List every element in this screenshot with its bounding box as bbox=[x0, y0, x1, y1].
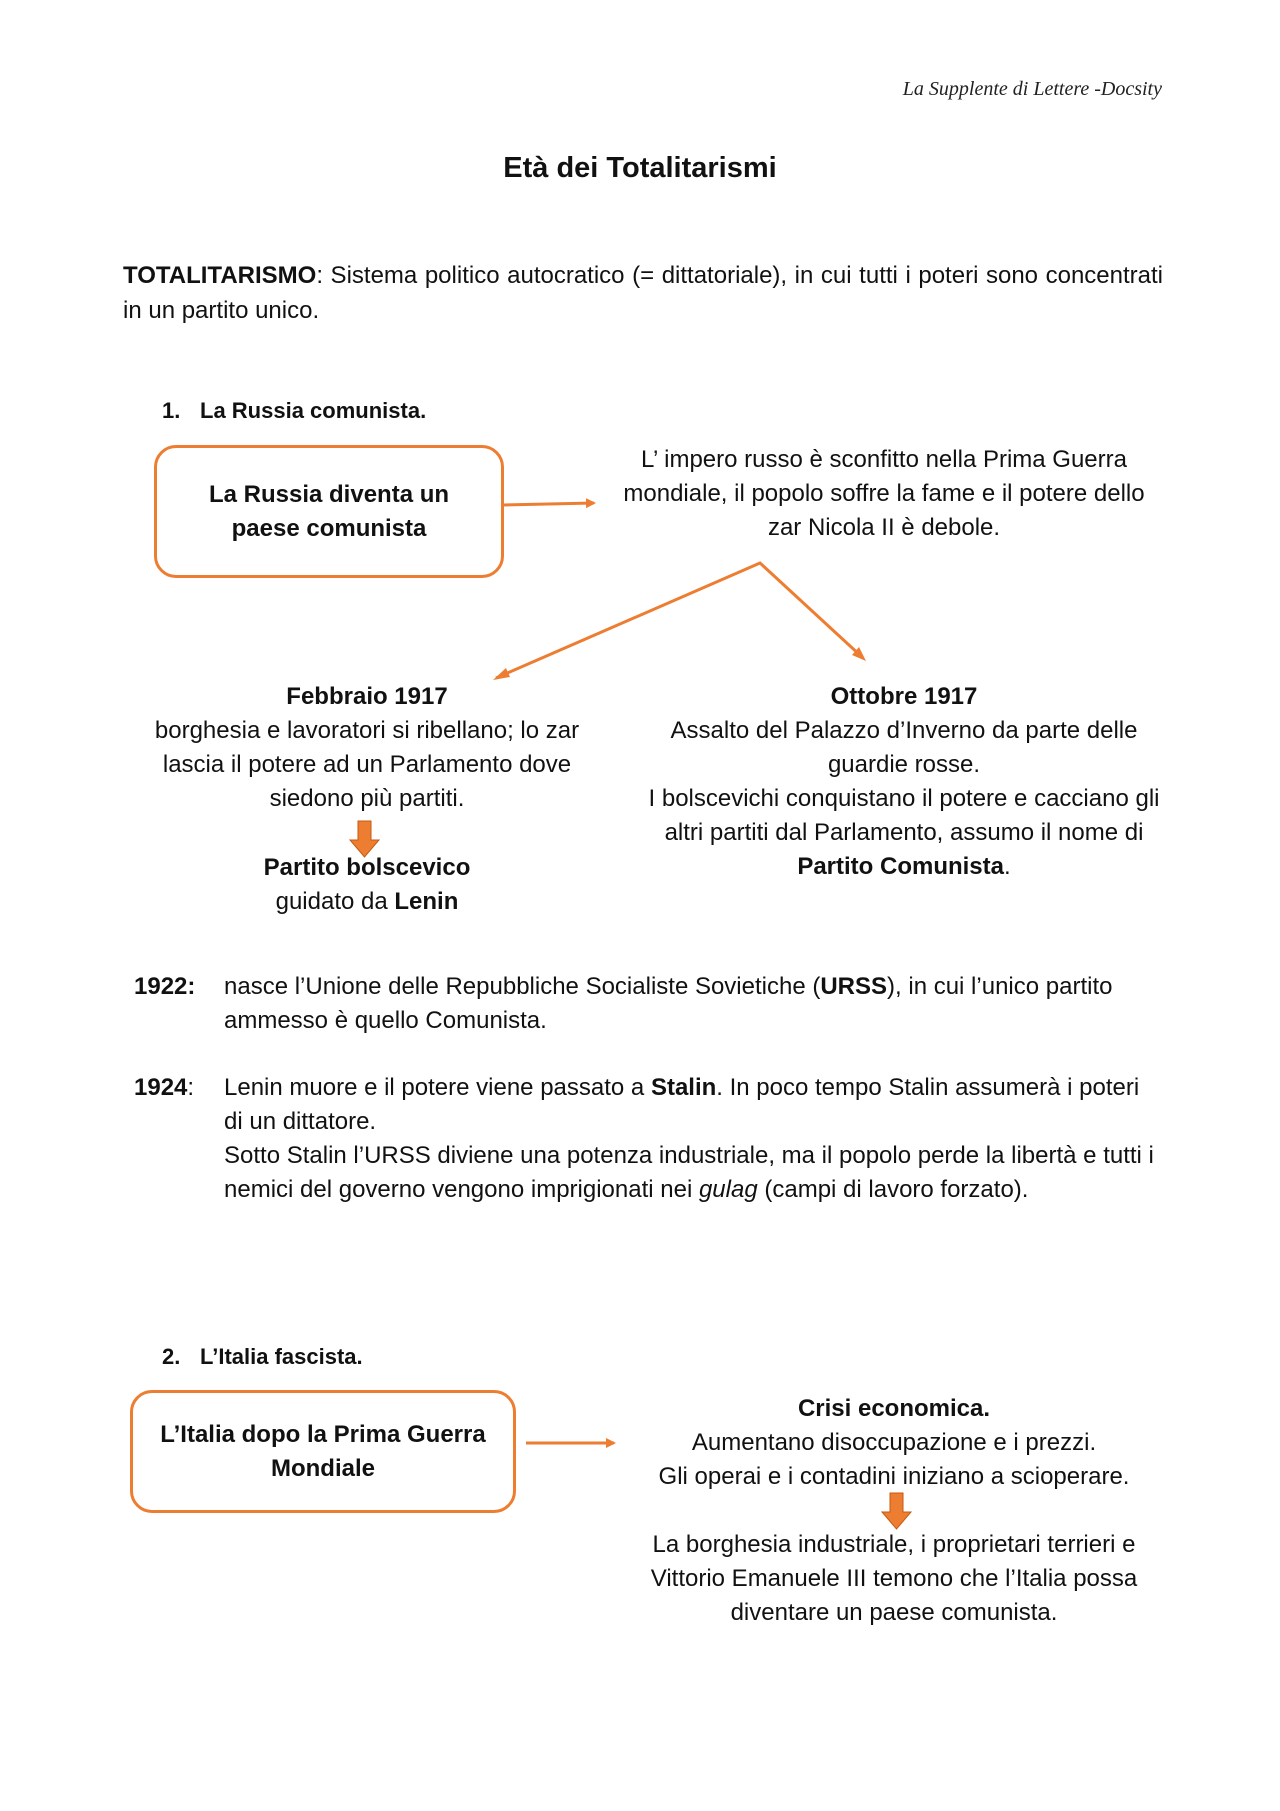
crisis-block bbox=[614, 1392, 1174, 1494]
section2-heading: L’Italia fascista. bbox=[200, 1344, 363, 1369]
bolscevico-block bbox=[128, 851, 606, 919]
italy-box-text: L’Italia dopo la Prima Guerra Mondiale bbox=[160, 1420, 486, 1482]
year-1924-number: 1924 bbox=[134, 1074, 188, 1101]
page-title: Età dei Totalitarismi bbox=[503, 152, 777, 184]
october-party: Partito Comunista bbox=[797, 853, 1004, 880]
arrow-right-russia bbox=[504, 503, 594, 505]
bolscevico-party: Partito bolscevico bbox=[263, 854, 471, 881]
russia-cause: L’ impero russo è sconfitto nella Prima Guerra mondiale, il popolo soffre la fame e il potere dello zar Nicola II è debole. bbox=[623, 446, 1145, 541]
october-text1: Assalto del Palazzo d’Inverno da parte delle guardie rosse. bbox=[670, 717, 1138, 778]
definition-term: TOTALITARISMO bbox=[123, 262, 317, 289]
text-1924-c: Sotto Stalin l’URSS diviene una potenza industriale, ma il popolo perde la libertà e tutti i nemici del governo vengono imprigionati nei bbox=[224, 1142, 1154, 1203]
crisis-line2: Gli operai e i contadini iniziano a scioperare. bbox=[658, 1463, 1130, 1490]
october-text2 bbox=[644, 782, 1164, 884]
down-arrow-crisis bbox=[882, 1493, 911, 1529]
october-text2-body: I bolscevichi conquistano il potere e cacciano gli altri partiti dal Parlamento, assumo il nome di bbox=[648, 785, 1160, 846]
fear-block: La borghesia industriale, i proprietari terrieri e Vittorio Emanuele III temono che l’Italia possa diventare un paese comunista. bbox=[650, 1531, 1138, 1626]
february-1917 bbox=[128, 680, 606, 816]
text-1922 bbox=[224, 970, 1124, 1038]
february-title: Febbraio 1917 bbox=[286, 683, 448, 710]
urss: URSS bbox=[820, 973, 888, 1000]
russia-box-text: La Russia diventa un paese comunista bbox=[208, 480, 450, 542]
crisis-title: Crisi economica. bbox=[797, 1395, 991, 1422]
crisis-line1: Aumentano disoccupazione e i prezzi. bbox=[691, 1429, 1097, 1456]
definition-text: : Sistema politico autocratico (= dittatoriale), in cui tutti i poteri sono concentrati in un partito unico. bbox=[123, 262, 1163, 324]
october-end: . bbox=[1004, 853, 1011, 880]
section1-heading: La Russia comunista. bbox=[200, 398, 427, 423]
section2-number: 2. bbox=[162, 1344, 181, 1369]
definition bbox=[123, 258, 1163, 328]
text-1922-b: ), in cui l’unico partito ammesso è quello Comunista. bbox=[224, 973, 1113, 1034]
year-1924 bbox=[134, 1071, 194, 1105]
october-1917 bbox=[644, 680, 1164, 884]
text-1924 bbox=[224, 1071, 1154, 1207]
led-prefix: guidato da bbox=[275, 888, 395, 915]
leader-name: Lenin bbox=[394, 888, 459, 915]
october-title: Ottobre 1917 bbox=[830, 683, 978, 710]
russia-box bbox=[154, 445, 504, 578]
text-1924-d: (campi di lavoro forzato). bbox=[757, 1176, 1029, 1203]
section1-number: 1. bbox=[162, 398, 181, 423]
text-1924-b: . In poco tempo Stalin assumerà i poteri di un dittatore. bbox=[224, 1074, 1140, 1135]
year-1922: 1922: bbox=[134, 973, 196, 1000]
arrow-split-1917 bbox=[496, 563, 862, 678]
february-text: borghesia e lavoratori si ribellano; lo zar lascia il potere ad un Parlamento dove siedono più partiti. bbox=[154, 717, 580, 812]
year-1924-colon: : bbox=[187, 1074, 195, 1101]
arrow-head-february bbox=[493, 668, 510, 680]
gulag: gulag bbox=[698, 1176, 758, 1203]
text-1924-a: Lenin muore e il potere viene passato a bbox=[224, 1074, 651, 1101]
stalin: Stalin bbox=[650, 1074, 717, 1101]
source-note: La Supplente di Lettere -Docsity bbox=[902, 78, 1162, 100]
text-1924-second bbox=[224, 1139, 1154, 1207]
text-1924-first bbox=[224, 1071, 1154, 1139]
bolscevico-led bbox=[128, 885, 606, 919]
text-1922-a: nasce l’Unione delle Repubbliche Socialiste Sovietiche ( bbox=[224, 973, 821, 1000]
italy-box bbox=[130, 1390, 516, 1513]
